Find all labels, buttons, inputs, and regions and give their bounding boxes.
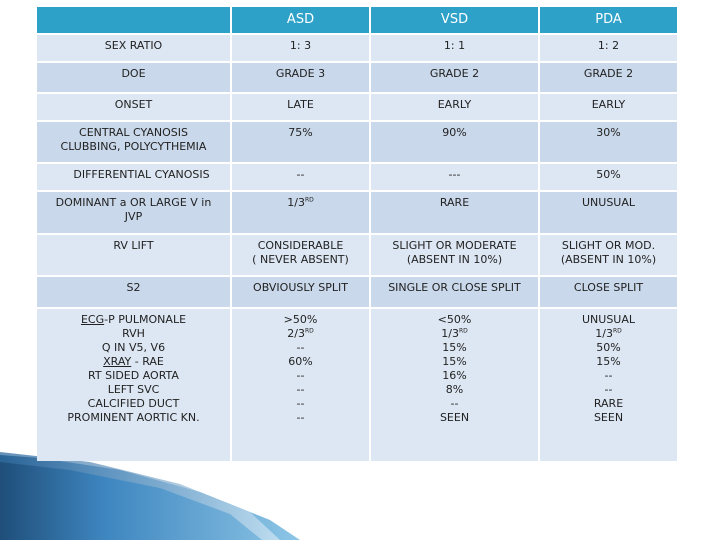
line-text: --	[450, 397, 459, 410]
line-text: Q IN V5, V6	[101, 341, 166, 354]
fraction-value: 1/3	[287, 196, 305, 209]
cell-line: SLIGHT OR MODERATE	[392, 239, 517, 252]
table-row	[37, 276, 677, 308]
underlined-label: XRAY	[103, 355, 132, 368]
asd-cell: 75%	[231, 121, 370, 163]
line-text: --	[296, 397, 305, 410]
cell-line	[542, 383, 675, 397]
line-text: 2/3	[287, 327, 305, 340]
line-text: 8%	[445, 383, 464, 396]
cell-line	[234, 313, 367, 327]
vsd-cell: SINGLE OR CLOSE SPLIT	[370, 276, 539, 308]
row-label	[37, 191, 231, 234]
line-text: 50%	[596, 341, 621, 354]
row-label: S2	[37, 276, 231, 308]
cell-line	[542, 313, 675, 327]
pda-cell: 1: 2	[539, 34, 677, 62]
vsd-cell	[370, 234, 539, 276]
header-pda: PDA	[539, 7, 677, 34]
cell-line	[373, 341, 536, 355]
vsd-cell-list	[370, 308, 539, 461]
cell-line	[373, 397, 536, 411]
asd-cell	[231, 191, 370, 234]
table-row	[37, 93, 677, 121]
cell-line	[39, 369, 228, 383]
header-vsd: VSD	[370, 7, 539, 34]
line-text: - RAE	[131, 355, 164, 368]
cell-line	[234, 383, 367, 397]
row-label-line: CLUBBING, POLYCYTHEMIA	[60, 140, 207, 153]
line-text: RT SIDED AORTA	[88, 369, 179, 382]
line-text: LEFT SVC	[107, 383, 160, 396]
cell-line	[542, 411, 675, 425]
cell-line	[39, 355, 228, 369]
asd-cell: LATE	[231, 93, 370, 121]
cell-line	[234, 411, 367, 425]
line-text: PROMINENT AORTIC KN.	[67, 411, 200, 424]
line-text: --	[296, 383, 305, 396]
pda-cell	[539, 234, 677, 276]
line-text: 60%	[288, 355, 313, 368]
cell-line: CONSIDERABLE	[257, 239, 344, 252]
line-text: --	[296, 369, 305, 382]
cell-line	[542, 397, 675, 411]
cell-line	[542, 341, 675, 355]
header-row	[37, 7, 677, 34]
asd-cell: OBVIOUSLY SPLIT	[231, 276, 370, 308]
line-text: UNUSUAL	[581, 313, 636, 326]
cell-line	[234, 369, 367, 383]
line-text: <50%	[437, 313, 472, 326]
cell-line	[39, 411, 228, 425]
pda-cell: EARLY	[539, 93, 677, 121]
cell-line	[234, 355, 367, 369]
cell-line	[542, 327, 675, 341]
line-text: 15%	[596, 355, 621, 368]
cell-line	[39, 327, 228, 341]
cell-line: ( NEVER ABSENT)	[252, 253, 349, 266]
cell-line: (ABSENT IN 10%)	[560, 253, 657, 266]
pda-cell: CLOSE SPLIT	[539, 276, 677, 308]
cell-line	[373, 383, 536, 397]
row-label: DOE	[37, 62, 231, 93]
row-label-list	[37, 308, 231, 461]
pda-cell-list	[539, 308, 677, 461]
line-text: 1/3	[595, 327, 613, 340]
ordinal-suffix: RD	[304, 327, 314, 335]
pda-cell: 50%	[539, 163, 677, 191]
comparison-table	[37, 7, 677, 461]
line-text: RVH	[122, 327, 145, 340]
line-text: --	[604, 383, 613, 396]
cell-line	[39, 341, 228, 355]
cell-line	[542, 355, 675, 369]
table-row	[37, 62, 677, 93]
asd-cell-list	[231, 308, 370, 461]
line-text: SEEN	[593, 411, 624, 424]
header-asd: ASD	[231, 7, 370, 34]
cell-line	[373, 313, 536, 327]
table-row	[37, 121, 677, 163]
table-row	[37, 163, 677, 191]
header-corner	[37, 7, 231, 34]
vsd-cell: 1: 1	[370, 34, 539, 62]
cell-line	[373, 327, 536, 341]
cell-line	[234, 327, 367, 341]
vsd-cell: GRADE 2	[370, 62, 539, 93]
line-text: 15%	[442, 355, 467, 368]
row-label: RV LIFT	[37, 234, 231, 276]
cell-line	[373, 355, 536, 369]
pda-cell: GRADE 2	[539, 62, 677, 93]
pda-cell: UNUSUAL	[539, 191, 677, 234]
vsd-cell: EARLY	[370, 93, 539, 121]
cell-line	[39, 397, 228, 411]
cell-line	[373, 411, 536, 425]
vsd-cell: ---	[370, 163, 539, 191]
asd-cell: --	[231, 163, 370, 191]
cell-line	[234, 341, 367, 355]
line-text: CALCIFIED DUCT	[87, 397, 180, 410]
cell-line: SLIGHT OR MOD.	[561, 239, 656, 252]
ordinal-suffix: RD	[458, 327, 468, 335]
line-text: --	[296, 341, 305, 354]
cell-line	[542, 369, 675, 383]
cell-line: (ABSENT IN 10%)	[406, 253, 503, 266]
line-text: --	[604, 369, 613, 382]
line-text: >50%	[283, 313, 318, 326]
row-label: DIFFERENTIAL CYANOSIS	[37, 163, 231, 191]
cell-line	[234, 397, 367, 411]
row-label-line: JVP	[124, 210, 143, 223]
row-label-line: DOMINANT a OR LARGE V in	[55, 196, 212, 209]
asd-cell: GRADE 3	[231, 62, 370, 93]
row-label-line: CENTRAL CYANOSIS	[79, 126, 188, 139]
line-text: 15%	[442, 341, 467, 354]
cell-line	[39, 383, 228, 397]
asd-cell: 1: 3	[231, 34, 370, 62]
line-text: --	[296, 411, 305, 424]
line-text: SEEN	[439, 411, 470, 424]
line-text: 16%	[442, 369, 467, 382]
table-row	[37, 191, 677, 234]
line-text: 1/3	[441, 327, 459, 340]
line-text: RARE	[593, 397, 624, 410]
row-label	[37, 121, 231, 163]
table-row	[37, 234, 677, 276]
row-label: SEX RATIO	[37, 34, 231, 62]
vsd-cell: RARE	[370, 191, 539, 234]
vsd-cell: 90%	[370, 121, 539, 163]
pda-cell: 30%	[539, 121, 677, 163]
cell-line	[39, 313, 228, 327]
cell-line	[373, 369, 536, 383]
asd-cell	[231, 234, 370, 276]
row-label: ONSET	[37, 93, 231, 121]
underlined-label: ECG	[80, 313, 105, 326]
table-row	[37, 308, 677, 461]
line-text: -P PULMONALE	[104, 313, 187, 326]
table-row	[37, 34, 677, 62]
ordinal-suffix: RD	[612, 327, 622, 335]
ordinal-suffix: RD	[304, 196, 314, 204]
